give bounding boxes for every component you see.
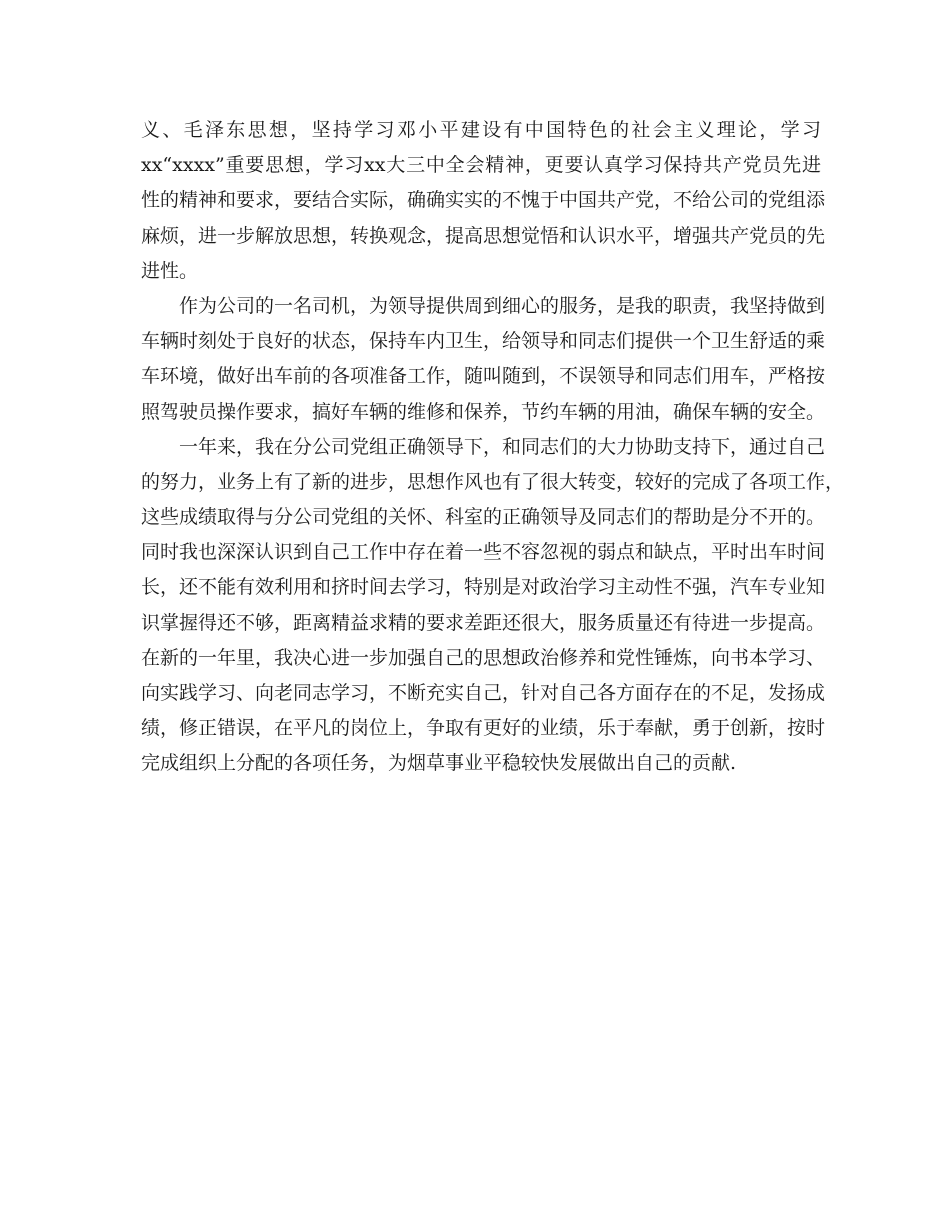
text-line: 的努力，业务上有了新的进步，思想作风也有了很大转变，较好的完成了各项工作， bbox=[141, 470, 845, 493]
body-text bbox=[141, 113, 845, 782]
text-line: 作为公司的一名司机，为领导提供周到细心的服务，是我的职责，我坚持做到 bbox=[179, 294, 826, 317]
text-line: 一年来，我在分公司党组正确领导下，和同志们的大力协助支持下，通过自己 bbox=[179, 435, 826, 458]
text-line: 车环境，做好出车前的各项准备工作，随叫随到，不误领导和同志们用车，严格按 bbox=[141, 365, 826, 388]
text-line: 义、毛泽东思想，坚持学习邓小平建设有中国特色的社会主义理论，学习 bbox=[141, 119, 821, 141]
text-line: 在新的一年里，我决心进一步加强自己的思想政治修养和党性锤炼，向书本学习、 bbox=[141, 646, 826, 669]
text-line: 长，还不能有效利用和挤时间去学习，特别是对政治学习主动性不强，汽车专业知 bbox=[141, 576, 826, 599]
text-line: 向实践学习、向老同志学习，不断充实自己，针对自己各方面存在的不足，发扬成 bbox=[141, 682, 826, 704]
text-line: 完成组织上分配的各项任务，为烟草事业平稳较快发展做出自己的贡献. bbox=[141, 752, 737, 775]
text-line: 照驾驶员操作要求，搞好车辆的维修和保养，节约车辆的用油，确保车辆的安全。 bbox=[141, 400, 826, 423]
text-line: 麻烦，进一步解放思想，转换观念，提高思想觉悟和认识水平，增强共产党员的先 bbox=[141, 224, 826, 247]
text-line: 同时我也深深认识到自己工作中存在着一些不容忽视的弱点和缺点，平时出车时间 bbox=[141, 541, 826, 564]
text-line: 进性。 bbox=[141, 259, 199, 282]
text-line: 性的精神和要求，要结合实际，确确实实的不愧于中国共产党，不给公司的党组添 bbox=[141, 189, 826, 212]
text-line: xx“xxxx”重要思想，学习xx大三中全会精神，更要认真学习保持共产党员先进 bbox=[141, 154, 821, 177]
text-line: 识掌握得还不够，距离精益求精的要求差距还很大，服务质量还有待进一步提高。 bbox=[141, 611, 826, 634]
text-line: 车辆时刻处于良好的状态，保持车内卫生，给领导和同志们提供一个卫生舒适的乘 bbox=[141, 330, 826, 353]
text-line: 这些成绩取得与分公司党组的关怀、科室的正确领导及同志们的帮助是分不开的。 bbox=[141, 506, 826, 529]
text-line: 绩，修正错误，在平凡的岗位上，争取有更好的业绩，乐于奉献，勇于创新，按时 bbox=[141, 717, 826, 740]
